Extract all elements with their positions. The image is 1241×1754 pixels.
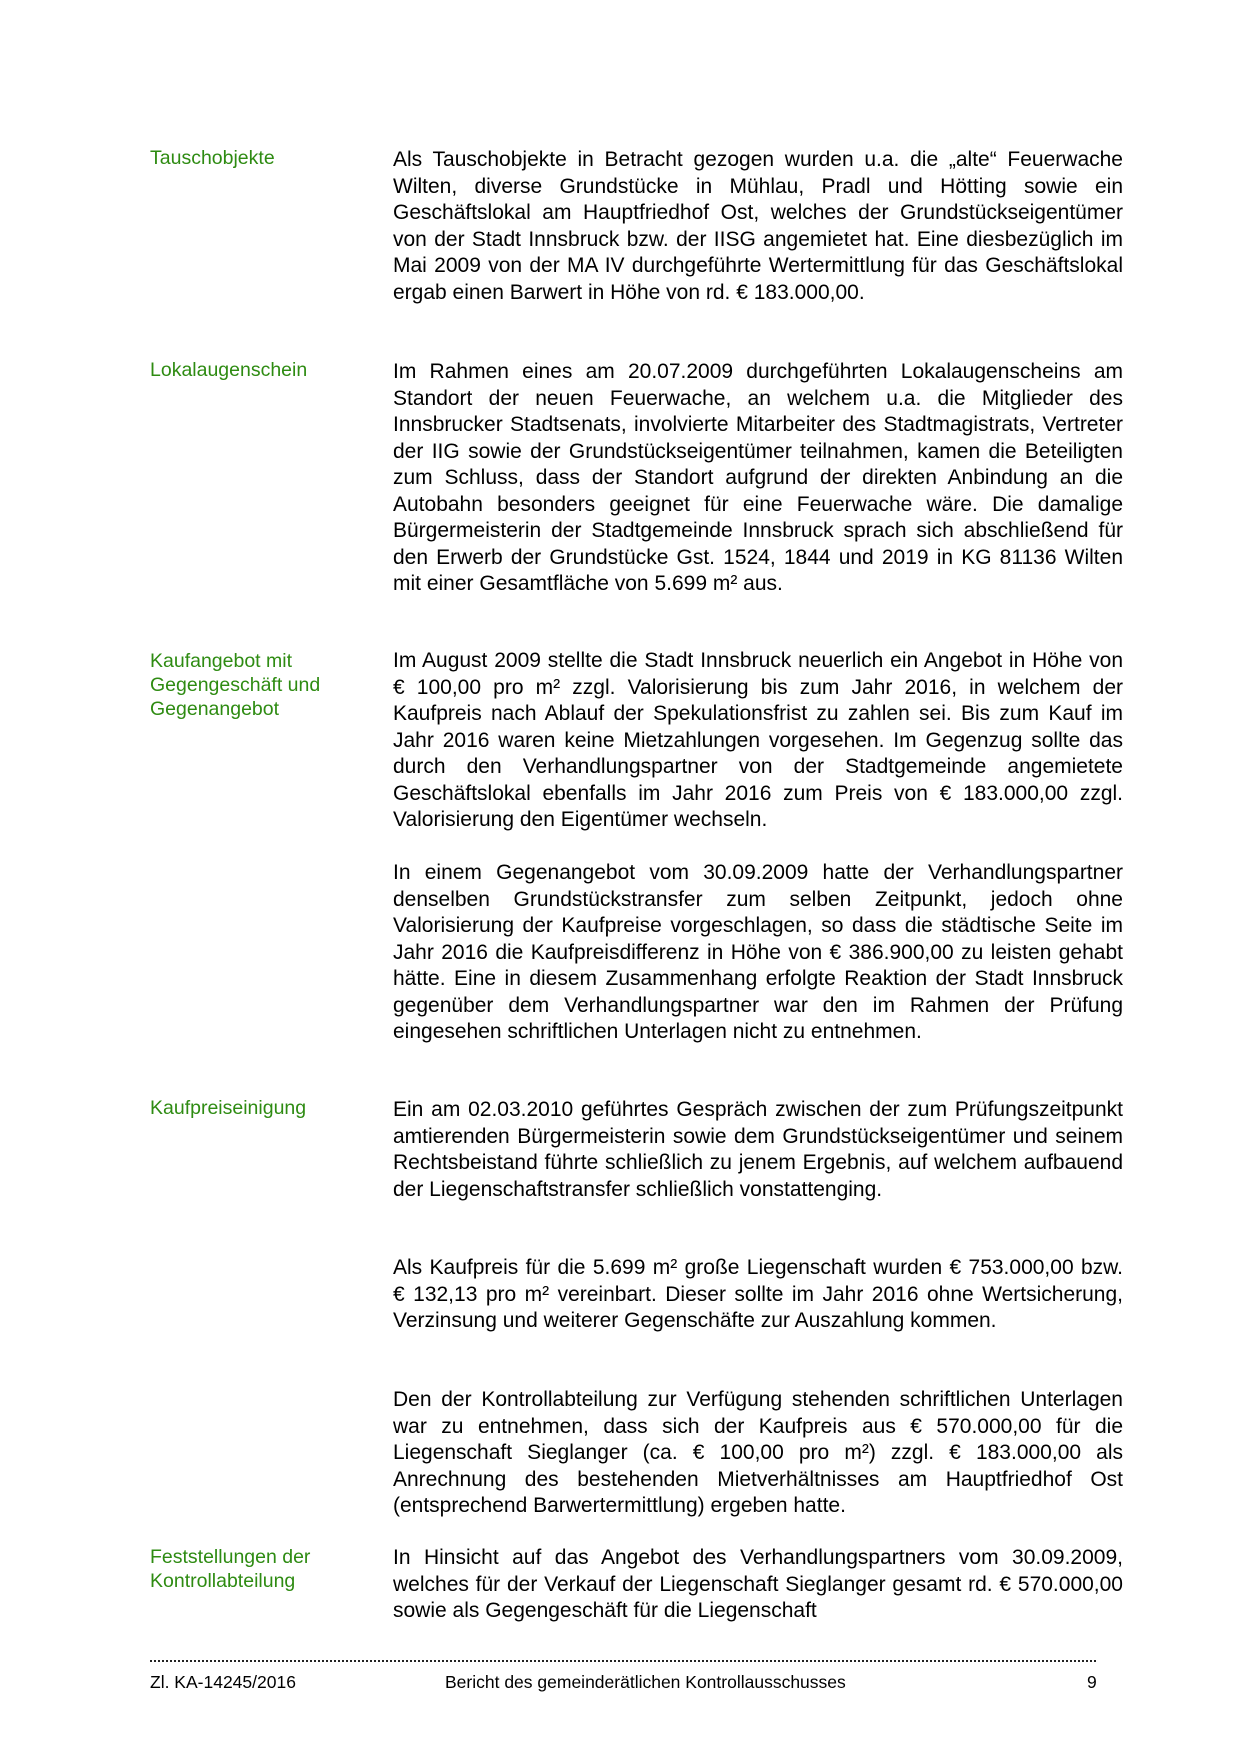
paragraph-gegenangebot: In einem Gegenangebot vom 30.09.2009 hatte der Verhandlungspartner denselben Grundstückstransfer zum selben Zeitpunkt, jedoch ohne Valorisierung der Kaufpreise vorgeschlagen, so dass die städtische Seite im Jahr 2016 die Kaufpreisdifferenz in Höhe von € 386.900,00 zu leisten gehabt hätte. Eine in diesem Zusammenhang erfolgte Reaktion der Stadt Innsbruck gegenüber dem Verhandlungspartner war den im Rahmen der Prüfung eingesehen schriftlichen Unterlagen nicht zu entnehmen. (393, 861, 1123, 1043)
margin-label-kaufpreiseinigung: Kaufpreiseinigung (150, 1097, 307, 1119)
margin-label-tauschobjekte: Tauschobjekte (150, 147, 275, 169)
margin-label-lokalaugenschein: Lokalaugenschein (150, 359, 308, 381)
paragraph-kaufpreis: Als Kaufpreis für die 5.699 m² große Liegenschaft wurden € 753.000,00 bzw. € 132,13 pro m² vereinbart. Dieser sollte im Jahr 2016 ohne Wertsicherung, Verzinsung und weiterer Gegenschäfte zur Auszahlung kommen. (393, 1256, 1123, 1332)
paragraph-unterlagen: Den der Kontrollabteilung zur Verfügung stehenden schriftlichen Unterlagen war zu entnehmen, dass sich der Kaufpreis aus € 570.000,00 für die Liegenschaft Sieglanger (ca. € 100,00 pro m²) zzgl. € 183.000,00 als Anrechnung des bestehenden Mietverhältnisses am Hauptfriedhof Ost (entsprechend Barwertermittlung) ergeben hatte. (393, 1388, 1123, 1517)
footer-title: Bericht des gemeinderätlichen Kontrollausschusses (445, 1672, 846, 1692)
footer-reference: Zl. KA-14245/2016 (150, 1672, 296, 1692)
margin-label-kaufangebot: Kaufangebot mit Gegengeschäft und Gegenangebot (150, 650, 321, 720)
paragraph-kaufangebot: Im August 2009 stellte die Stadt Innsbruck neuerlich ein Angebot in Höhe von € 100,00 pro m² zzgl. Valorisierung bis zum Jahr 2016, in welchem der Kaufpreis nach Ablauf der Spekulationsfrist zu zahlen sei. Bis zum Kauf im Jahr 2016 waren keine Mietzahlungen vorgesehen. Im Gegenzug sollte das durch den Verhandlungspartner von der Stadtgemeinde angemietete Geschäftslokal ebenfalls im Jahr 2016 zum Preis von € 183.000,00 zzgl. Valorisierung den Eigentümer wechseln. (393, 649, 1123, 831)
paragraph-lokalaugenschein: Im Rahmen eines am 20.07.2009 durchgeführten Lokalaugenscheins am Standort der neuen Feuerwache, an welchem u.a. die Mitglieder des Innsbrucker Stadtsenats, involvierte Mitarbeiter des Stadtmagistrats, Vertreter der IIG sowie der Grundstückseigentümer teilnahmen, kamen die Beteiligten zum Schluss, dass der Standort aufgrund der direkten Anbindung an die Autobahn besonders geeignet für eine Feuerwache wäre. Die damalige Bürgermeisterin der Stadtgemeinde Innsbruck sprach sich abschließend für den Erwerb der Grundstücke Gst. 1524, 1844 und 2019 in KG 81136 Wilten mit einer Gesamtfläche von 5.699 m² aus. (393, 360, 1123, 595)
page-number: 9 (1087, 1672, 1097, 1692)
paragraph-feststellungen: In Hinsicht auf das Angebot des Verhandlungspartners vom 30.09.2009, welches für der Verkauf der Liegenschaft Sieglanger gesamt rd. € 570.000,00 sowie als Gegengeschäft für die Liegenschaft (393, 1546, 1123, 1622)
paragraph-kaufpreiseinigung: Ein am 02.03.2010 geführtes Gespräch zwischen der zum Prüfungszeitpunkt amtierenden Bürgermeisterin sowie dem Grundstückseigentümer und seinem Rechtsbeistand führte schließlich zu jenem Ergebnis, auf welchem aufbauend der Liegenschaftstransfer schließlich vonstattenging. (393, 1098, 1123, 1201)
paragraph-tauschobjekte: Als Tauschobjekte in Betracht gezogen wurden u.a. die „alte“ Feuerwache Wilten, diverse Grundstücke in Mühlau, Pradl und Hötting sowie ein Geschäftslokal am Hauptfriedhof Ost, welches der Grundstückseigentümer von der Stadt Innsbruck bzw. der IISG angemietet hat. Eine diesbezüglich im Mai 2009 von der MA IV durchgeführte Wertermittlung für das Geschäftslokal ergab einen Barwert in Höhe von rd. € 183.000,00. (393, 148, 1123, 304)
footer-dotted-rule (150, 1660, 1096, 1662)
margin-label-feststellungen: Feststellungen der Kontrollabteilung (150, 1546, 311, 1592)
